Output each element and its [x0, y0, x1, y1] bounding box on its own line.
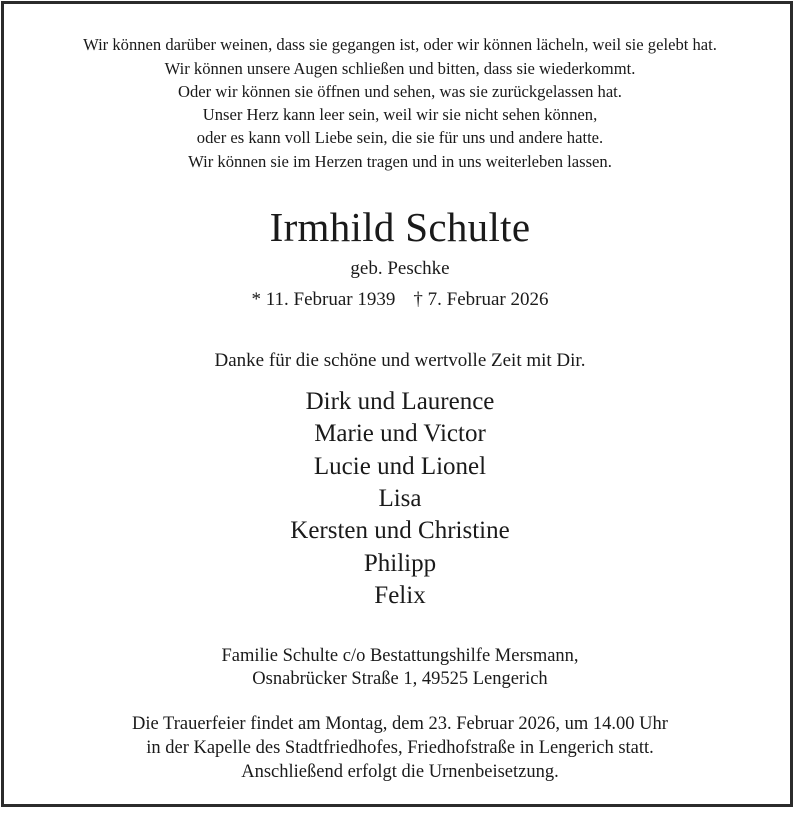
contact-line: Osnabrücker Straße 1, 49525 Lengerich — [252, 669, 548, 689]
poem-line: Oder wir können sie öffnen und sehen, was sie zurückgelassen hat. — [178, 82, 622, 101]
mourner-name: Lucie und Lionel — [313, 453, 487, 480]
mourner-name: Dirk und Laurence — [305, 388, 495, 415]
poem-line: oder es kann voll Liebe sein, die sie für uns und andere hatte. — [196, 128, 604, 147]
poem-line: Wir können darüber weinen, dass sie gegangen ist, oder wir können lächeln, weil sie gelebt hat. — [83, 35, 717, 54]
death-date: † 7. Februar 2026 — [413, 289, 549, 310]
mourner-name: Marie und Victor — [314, 420, 486, 447]
contact-line: Familie Schulte c/o Bestattungshilfe Mersmann, — [221, 646, 579, 666]
poem-line: Wir können sie im Herzen tragen und in uns weiterleben lassen. — [188, 152, 612, 171]
birth-date: * 11. Februar 1939 — [251, 289, 396, 310]
born-name: geb. Peschke — [350, 258, 450, 279]
thanks-message: Danke für die schöne und wertvolle Zeit mit Dir. — [214, 350, 586, 371]
life-dates — [0, 289, 800, 311]
service-line: Die Trauerfeier findet am Montag, dem 23. Februar 2026, um 14.00 Uhr — [132, 714, 668, 734]
service-line: in der Kapelle des Stadtfriedhofes, Friedhofstraße in Lengerich statt. — [146, 738, 654, 758]
mourner-name: Kersten und Christine — [290, 517, 510, 544]
deceased-name: Irmhild Schulte — [269, 204, 531, 250]
poem-line: Unser Herz kann leer sein, weil wir sie nicht sehen können, — [202, 105, 598, 124]
mourner-name: Lisa — [378, 485, 422, 512]
poem-line: Wir können unsere Augen schließen und bitten, dass sie wiederkommt. — [164, 59, 636, 78]
mourner-name: Philipp — [363, 550, 437, 577]
service-line: Anschließend erfolgt die Urnenbeisetzung. — [241, 762, 559, 782]
mourner-name: Felix — [374, 582, 426, 609]
